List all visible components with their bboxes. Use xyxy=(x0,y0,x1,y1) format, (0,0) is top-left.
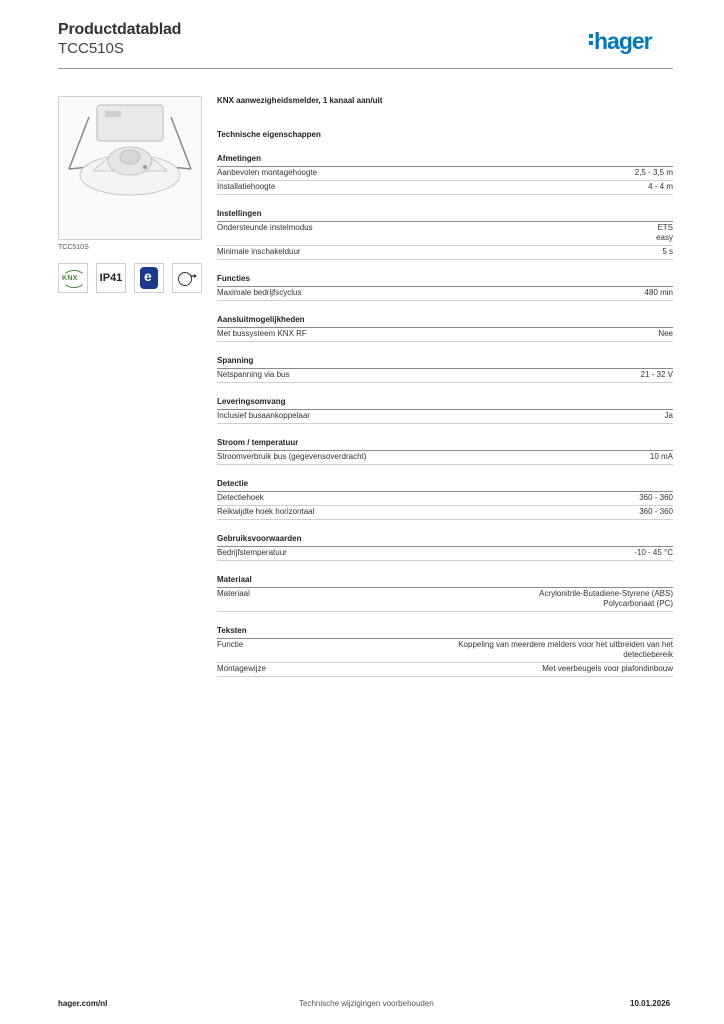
footer-date: 10.01.2026 xyxy=(630,999,671,1008)
ip41-icon: IP41 xyxy=(96,263,126,293)
spec-row xyxy=(217,181,673,195)
spec-row xyxy=(217,451,673,465)
spec-value: ETS easy xyxy=(656,223,673,242)
spec-label: Stroomverbruik bus (gegevensoverdracht) xyxy=(217,452,367,461)
spec-label: Maximale bedrijfscyclus xyxy=(217,288,302,297)
presence-detector-image xyxy=(59,97,201,239)
spec-value: 360 - 360 xyxy=(639,507,673,516)
spec-row xyxy=(217,287,673,301)
section-heading: Stroom / temperatuur xyxy=(217,438,673,451)
bus-connection-icon xyxy=(172,263,202,293)
spec-row xyxy=(217,369,673,383)
footer-disclaimer: Technische wijzigingen voorbehouden xyxy=(299,999,434,1008)
spec-section xyxy=(217,356,673,383)
spec-row xyxy=(217,167,673,181)
section-heading: Gebruiksvoorwaarden xyxy=(217,534,673,547)
spec-value: Acrylonitrile-Butadiene-Styrene (ABS) Polycarbonaat (PC) xyxy=(539,589,673,608)
spec-value: -10 - 45 °C xyxy=(634,548,673,557)
spec-value: Ja xyxy=(664,411,673,420)
section-heading: Afmetingen xyxy=(217,154,673,167)
spec-label: Inclusief busaankoppelaar xyxy=(217,411,310,420)
spec-value: Nee xyxy=(658,329,673,338)
spec-section xyxy=(217,209,673,260)
spec-section xyxy=(217,575,673,612)
spec-row xyxy=(217,663,673,677)
page-title: Productdatablad xyxy=(58,21,182,38)
spec-row xyxy=(217,547,673,561)
spec-label: Netspanning via bus xyxy=(217,370,290,379)
feature-icons xyxy=(58,263,200,295)
spec-label: Installatiehoogte xyxy=(217,182,276,191)
spec-row xyxy=(217,506,673,520)
spec-section xyxy=(217,438,673,465)
spec-section xyxy=(217,534,673,561)
section-heading: Aansluitmogelijkheden xyxy=(217,315,673,328)
logo-text: hager xyxy=(594,28,652,54)
spec-row xyxy=(217,246,673,260)
footer-website[interactable]: hager.com/nl xyxy=(58,999,108,1008)
spec-label: Aanbevolen montagehoogte xyxy=(217,168,318,177)
spec-section xyxy=(217,315,673,342)
spec-section xyxy=(217,397,673,424)
spec-row xyxy=(217,410,673,424)
product-name: KNX aanwezigheidsmelder, 1 kanaal aan/uit xyxy=(217,96,383,105)
spec-value: Koppeling van meerdere melders voor het uitbreiden van het detectiebereik xyxy=(458,640,673,659)
spec-label: Minimale inschakelduur xyxy=(217,247,301,256)
spec-value: 480 min xyxy=(644,288,673,297)
spec-value: Met veerbeugels voor plafondinbouw xyxy=(542,664,673,673)
spec-value: 2,5 - 3,5 m xyxy=(634,168,673,177)
section-heading: Spanning xyxy=(217,356,673,369)
image-caption: TCC510S xyxy=(58,244,89,251)
spec-label: Montagewijze xyxy=(217,664,266,673)
spec-label: Met bussysteem KNX RF xyxy=(217,329,307,338)
spec-value: 360 - 360 xyxy=(639,493,673,502)
spec-label: Detectiehoek xyxy=(217,493,264,502)
spec-label: Reikwijdte hoek horizontaal xyxy=(217,507,315,516)
spec-row xyxy=(217,588,673,612)
product-image xyxy=(58,96,202,240)
spec-section xyxy=(217,274,673,301)
header-divider xyxy=(58,68,673,69)
product-code: TCC510S xyxy=(58,40,124,57)
section-heading: Materiaal xyxy=(217,575,673,588)
spec-label: Materiaal xyxy=(217,589,250,598)
specifications xyxy=(217,96,673,677)
knx-icon: KNX xyxy=(58,263,88,293)
section-heading: Leveringsomvang xyxy=(217,397,673,410)
easy-icon: e xyxy=(134,263,164,293)
properties-title: Technische eigenschappen xyxy=(217,130,321,139)
spec-value: 21 - 32 V xyxy=(640,370,673,379)
spec-row xyxy=(217,222,673,246)
spec-row xyxy=(217,639,673,663)
spec-section xyxy=(217,479,673,520)
spec-row xyxy=(217,492,673,506)
spec-label: Bedrijfstemperatuur xyxy=(217,548,287,557)
spec-section xyxy=(217,626,673,677)
logo-dots-icon xyxy=(589,34,593,48)
section-heading: Instellingen xyxy=(217,209,673,222)
spec-section xyxy=(217,154,673,195)
spec-label: Functie xyxy=(217,640,244,649)
spec-value: 4 - 4 m xyxy=(648,182,673,191)
section-heading: Teksten xyxy=(217,626,673,639)
section-heading: Detectie xyxy=(217,479,673,492)
spec-value: 10 mA xyxy=(649,452,673,461)
spec-row xyxy=(217,328,673,342)
spec-value: 5 s xyxy=(662,247,673,256)
spec-label: Ondersteunde instelmodus xyxy=(217,223,313,232)
spec-sections xyxy=(217,154,673,677)
section-heading: Functies xyxy=(217,274,673,287)
